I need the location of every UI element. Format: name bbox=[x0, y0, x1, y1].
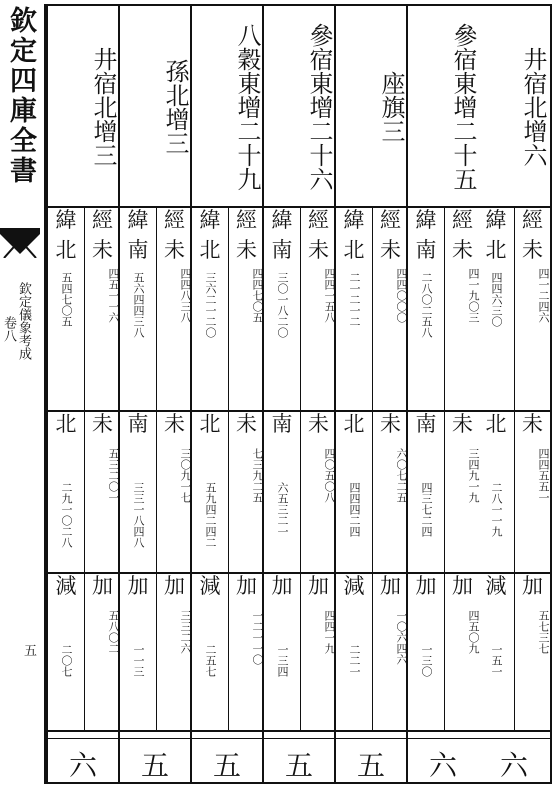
sub-column bbox=[478, 208, 514, 410]
direction-label: 北 bbox=[343, 238, 365, 262]
star-column bbox=[406, 6, 478, 782]
column-label: 緯 bbox=[415, 208, 437, 232]
sub-title: 欽定儀象考成 bbox=[16, 282, 31, 360]
sub-column bbox=[336, 208, 372, 410]
column-label: 緯 bbox=[127, 208, 149, 232]
sub-column bbox=[120, 208, 156, 410]
value: 三〇一八二〇 bbox=[276, 272, 289, 338]
value: 六〇七二五 bbox=[395, 448, 408, 503]
star-name: 座旗三 bbox=[377, 71, 405, 143]
column-label: 經 bbox=[452, 208, 473, 232]
column-label: 未 bbox=[164, 412, 185, 436]
star-table bbox=[44, 4, 552, 784]
magnitude: 六 bbox=[499, 749, 528, 782]
column-label: 加 bbox=[308, 574, 329, 598]
column-label: 經 bbox=[236, 208, 257, 232]
value: 四一九〇三 bbox=[467, 268, 480, 323]
value: 二八〇二五八 bbox=[420, 272, 433, 338]
star-name: 井宿北增三 bbox=[89, 47, 117, 167]
sub-column bbox=[372, 208, 408, 410]
value: 二五七 bbox=[204, 644, 217, 677]
column-label: 緯 bbox=[271, 208, 293, 232]
direction-label: 未 bbox=[452, 238, 473, 262]
value: 四五〇九 bbox=[467, 610, 480, 654]
column-label: 未 bbox=[308, 412, 329, 436]
column-label: 加 bbox=[236, 574, 257, 598]
value: 一二一一〇 bbox=[251, 610, 264, 665]
column-label: 南 bbox=[271, 412, 293, 436]
sub-column bbox=[300, 412, 336, 572]
value: 二〇七 bbox=[60, 644, 73, 677]
column-label: 緯 bbox=[485, 208, 507, 232]
column-label: 減 bbox=[55, 574, 77, 598]
direction-label: 南 bbox=[271, 238, 293, 262]
value: 四五一一六 bbox=[107, 268, 120, 323]
column-label: 減 bbox=[485, 574, 507, 598]
column-label: 加 bbox=[92, 574, 113, 598]
magnitude: 五 bbox=[356, 749, 385, 782]
sub-column bbox=[156, 208, 192, 410]
sub-column bbox=[372, 574, 408, 730]
column-label: 緯 bbox=[55, 208, 77, 232]
sub-column bbox=[514, 412, 550, 572]
sub-column bbox=[336, 574, 372, 730]
value: 一三四 bbox=[276, 644, 289, 677]
star-name: 井宿北增六 bbox=[519, 47, 547, 167]
sub-column bbox=[156, 574, 192, 730]
value: 一一三 bbox=[132, 644, 145, 677]
magnitude: 六 bbox=[428, 749, 457, 782]
value: 七三九二五 bbox=[251, 448, 264, 503]
star-name: 孫北增三 bbox=[161, 59, 189, 155]
value: 四三七二四 bbox=[420, 482, 433, 537]
star-column bbox=[334, 6, 406, 782]
fish-tail-ornament-icon bbox=[0, 228, 40, 258]
star-column bbox=[46, 6, 118, 782]
sub-column bbox=[228, 574, 264, 730]
magnitude: 五 bbox=[284, 749, 313, 782]
column-label: 加 bbox=[452, 574, 473, 598]
column-label: 南 bbox=[415, 412, 437, 436]
column-label: 北 bbox=[485, 412, 507, 436]
direction-label: 未 bbox=[308, 238, 329, 262]
sub-column bbox=[514, 574, 550, 730]
column-label: 加 bbox=[127, 574, 149, 598]
sub-column bbox=[444, 208, 480, 410]
column-label: 加 bbox=[271, 574, 293, 598]
sub-column bbox=[336, 412, 372, 572]
star-column bbox=[478, 6, 550, 782]
star-column bbox=[262, 6, 334, 782]
star-name: 參宿東增二十五 bbox=[449, 23, 477, 191]
page-margin bbox=[0, 0, 44, 790]
value: 一三〇 bbox=[420, 644, 433, 677]
sub-column bbox=[300, 574, 336, 730]
column-label: 經 bbox=[92, 208, 113, 232]
sub-column bbox=[192, 412, 228, 572]
star-name: 八穀東增二十九 bbox=[233, 23, 261, 191]
value: 五九四二四二 bbox=[204, 482, 217, 548]
value: 四一二四六 bbox=[537, 268, 550, 323]
value: 四四七〇五 bbox=[251, 268, 264, 323]
column-label: 緯 bbox=[199, 208, 221, 232]
magnitude: 五 bbox=[140, 749, 169, 782]
direction-label: 未 bbox=[380, 238, 401, 262]
direction-label: 未 bbox=[522, 238, 543, 262]
value: 二九一〇二八 bbox=[60, 482, 73, 548]
sub-column bbox=[120, 574, 156, 730]
direction-label: 南 bbox=[127, 238, 149, 262]
value: 五八〇二 bbox=[107, 610, 120, 654]
column-label: 未 bbox=[236, 412, 257, 436]
value: 三〇九一七 bbox=[179, 448, 192, 503]
direction-label: 南 bbox=[415, 238, 437, 262]
value: 二二一 bbox=[348, 644, 361, 677]
column-label: 南 bbox=[127, 412, 149, 436]
value: 二八一一九 bbox=[490, 482, 503, 537]
value: 三四九一九 bbox=[467, 448, 480, 503]
sub-column bbox=[408, 412, 444, 572]
star-column bbox=[190, 6, 262, 782]
value: 四四四二四 bbox=[348, 482, 361, 537]
direction-label: 未 bbox=[164, 238, 185, 262]
value: 一〇六四六 bbox=[395, 610, 408, 665]
value: 五七三七 bbox=[537, 610, 550, 654]
sub-column bbox=[372, 412, 408, 572]
column-label: 經 bbox=[164, 208, 185, 232]
page-number: 五 bbox=[24, 644, 38, 659]
sub-column bbox=[120, 412, 156, 572]
direction-label: 北 bbox=[199, 238, 221, 262]
book-title: 欽定四庫全書 bbox=[5, 6, 36, 186]
direction-label: 未 bbox=[92, 238, 113, 262]
sub-column bbox=[84, 412, 120, 572]
sub-column bbox=[84, 208, 120, 410]
sub-column bbox=[156, 412, 192, 572]
sub-column bbox=[408, 574, 444, 730]
sub-column bbox=[48, 412, 84, 572]
column-label: 北 bbox=[55, 412, 77, 436]
volume-label: 卷八 bbox=[1, 316, 16, 342]
direction-label: 北 bbox=[55, 238, 77, 262]
value: 五三二〇一 bbox=[107, 448, 120, 503]
value: 五四七〇五 bbox=[60, 272, 73, 327]
column-label: 未 bbox=[522, 412, 543, 436]
column-label: 加 bbox=[522, 574, 543, 598]
column-label: 緯 bbox=[343, 208, 365, 232]
column-label: 經 bbox=[380, 208, 401, 232]
sub-column bbox=[48, 574, 84, 730]
value: 四四一五八 bbox=[323, 268, 336, 323]
star-name: 參宿東增二十六 bbox=[305, 23, 333, 191]
column-label: 未 bbox=[92, 412, 113, 436]
sub-column bbox=[192, 208, 228, 410]
value: 二一二一二 bbox=[348, 272, 361, 327]
sub-column bbox=[478, 412, 514, 572]
sub-column bbox=[264, 412, 300, 572]
column-label: 加 bbox=[380, 574, 401, 598]
value: 四四六三〇 bbox=[490, 272, 503, 327]
magnitude: 六 bbox=[68, 749, 97, 782]
sub-column bbox=[228, 412, 264, 572]
column-label: 經 bbox=[522, 208, 543, 232]
sub-column bbox=[408, 208, 444, 410]
sub-column bbox=[228, 208, 264, 410]
column-label: 未 bbox=[380, 412, 401, 436]
value: 三三二六 bbox=[179, 610, 192, 654]
magnitude: 五 bbox=[212, 749, 241, 782]
value: 四四〇〇〇 bbox=[395, 268, 408, 323]
column-label: 減 bbox=[343, 574, 365, 598]
value: 六五三二一 bbox=[276, 482, 289, 537]
sub-column bbox=[264, 574, 300, 730]
column-label: 經 bbox=[308, 208, 329, 232]
value: 四四五五一 bbox=[537, 448, 550, 503]
direction-label: 北 bbox=[485, 238, 507, 262]
column-label: 未 bbox=[452, 412, 473, 436]
value: 四四八三八 bbox=[179, 268, 192, 323]
direction-label: 未 bbox=[236, 238, 257, 262]
column-label: 加 bbox=[164, 574, 185, 598]
sub-column bbox=[264, 208, 300, 410]
column-label: 減 bbox=[199, 574, 221, 598]
value: 四四一九 bbox=[323, 610, 336, 654]
value: 一五一 bbox=[490, 644, 503, 677]
value: 三六二一二〇 bbox=[204, 272, 217, 338]
column-label: 北 bbox=[199, 412, 221, 436]
sub-column bbox=[300, 208, 336, 410]
value: 三三一八四八 bbox=[132, 482, 145, 548]
sub-column bbox=[84, 574, 120, 730]
value: 五六四四三八 bbox=[132, 272, 145, 338]
sub-column bbox=[192, 574, 228, 730]
sub-column bbox=[444, 574, 480, 730]
sub-column bbox=[48, 208, 84, 410]
column-label: 加 bbox=[415, 574, 437, 598]
value: 四〇五〇八 bbox=[323, 448, 336, 503]
sub-column bbox=[514, 208, 550, 410]
column-label: 北 bbox=[343, 412, 365, 436]
star-column bbox=[118, 6, 190, 782]
sub-column bbox=[478, 574, 514, 730]
sub-column bbox=[444, 412, 480, 572]
